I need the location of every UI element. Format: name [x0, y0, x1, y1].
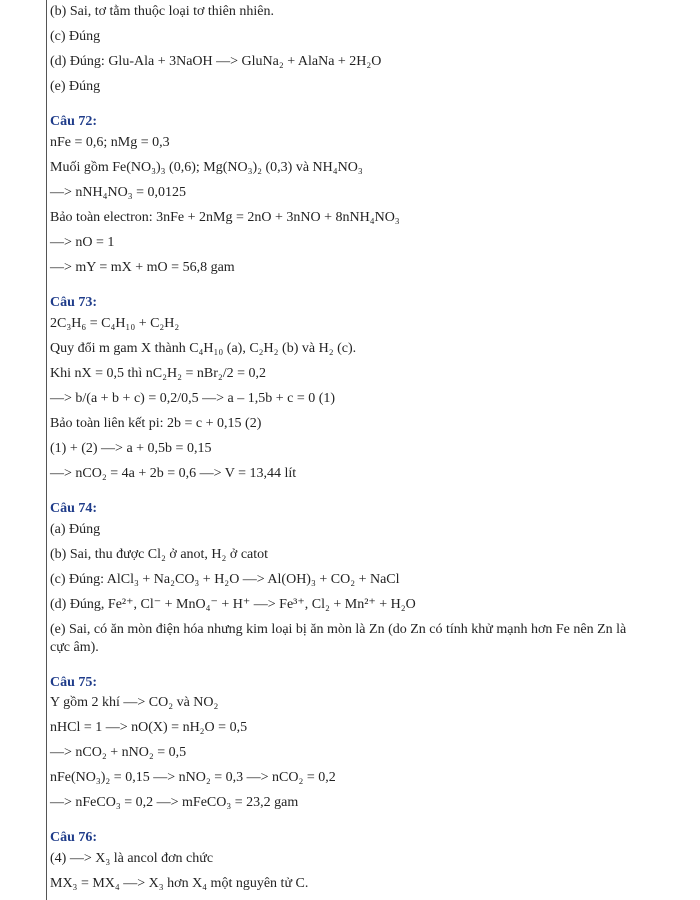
- solution-line: (e) Sai, có ăn mòn điện hóa nhưng kim loại bị ăn mòn là Zn (do Zn có tính khử mạnh hơn Fe nên Zn là cực âm).: [50, 622, 627, 655]
- question-heading: Câu 76:: [50, 830, 98, 845]
- solution-line: (1) + (2) —> a + 0,5b = 0,15: [50, 441, 212, 456]
- answer-line: (b) Sai, tơ tằm thuộc loại tơ thiên nhiên.: [50, 4, 274, 19]
- solution-line: nHCl = 1 —> nO(X) = nH₂O = 0,5: [50, 720, 248, 735]
- solution-line: —> nFeCO₃ = 0,2 —> mFeCO₃ = 23,2 gam: [50, 795, 299, 810]
- solution-line: —> b/(a + b + c) = 0,2/0,5 —> a – 1,5b + c = 0 (1): [50, 391, 336, 406]
- question-heading: Câu 72:: [50, 114, 98, 129]
- solution-line: Bảo toàn liên kết pi: 2b = c + 0,15 (2): [50, 416, 262, 431]
- solution-line: nFe = 0,6; nMg = 0,3: [50, 135, 170, 150]
- question-heading: Câu 73:: [50, 295, 98, 310]
- solution-line: MX₃ = MX₄ —> X₃ hơn X₄ một nguyên tử C.: [50, 876, 309, 891]
- question-heading: Câu 74:: [50, 501, 98, 516]
- answer-line: (d) Đúng: Glu-Ala + 3NaOH —> GluNa₂ + AlaNa + 2H₂O: [50, 54, 382, 69]
- solution-line: Quy đổi m gam X thành C₄H₁₀ (a), C₂H₂ (b) và H₂ (c).: [50, 341, 357, 356]
- solution-line: (b) Sai, thu được Cl₂ ở anot, H₂ ở catot: [50, 547, 269, 562]
- solution-line: (c) Đúng: AlCl₃ + Na₂CO₃ + H₂O —> Al(OH)₃ + CO₂ + NaCl: [50, 572, 400, 587]
- solution-line: (4) —> X₃ là ancol đơn chức: [50, 851, 214, 866]
- solution-line: nFe(NO₃)₂ = 0,15 —> nNO₂ = 0,3 —> nCO₂ = 0,2: [50, 770, 336, 785]
- solution-line: —> nNH₄NO₃ = 0,0125: [50, 185, 186, 200]
- solution-line: —> mY = mX + mO = 56,8 gam: [50, 260, 235, 275]
- answer-line: (c) Đúng: [50, 29, 101, 44]
- solution-line: —> nO = 1: [50, 235, 115, 250]
- solution-line: —> nCO₂ + nNO₂ = 0,5: [50, 745, 187, 760]
- solution-line: Muối gồm Fe(NO₃)₃ (0,6); Mg(NO₃)₂ (0,3) và NH₄NO₃: [50, 160, 363, 175]
- left-margin-rule: [46, 0, 47, 900]
- solution-line: 2C₃H₆ = C₄H₁₀ + C₂H₂: [50, 316, 180, 331]
- solution-line: (d) Đúng, Fe²⁺, Cl⁻ + MnO₄⁻ + H⁺ —> Fe³⁺, Cl₂ + Mn²⁺ + H₂O: [50, 597, 416, 612]
- solution-line: Khi nX = 0,5 thì nC₂H₂ = nBr₂/2 = 0,2: [50, 366, 267, 381]
- answer-line: (e) Đúng: [50, 79, 101, 94]
- solution-line: Bảo toàn electron: 3nFe + 2nMg = 2nO + 3nNO + 8nNH₄NO₃: [50, 210, 400, 225]
- solution-line: —> nCO₂ = 4a + 2b = 0,6 —> V = 13,44 lít: [50, 466, 297, 481]
- question-heading: Câu 75:: [50, 675, 98, 690]
- solution-line: (a) Đúng: [50, 522, 101, 537]
- solution-line: Y gồm 2 khí —> CO₂ và NO₂: [50, 695, 219, 710]
